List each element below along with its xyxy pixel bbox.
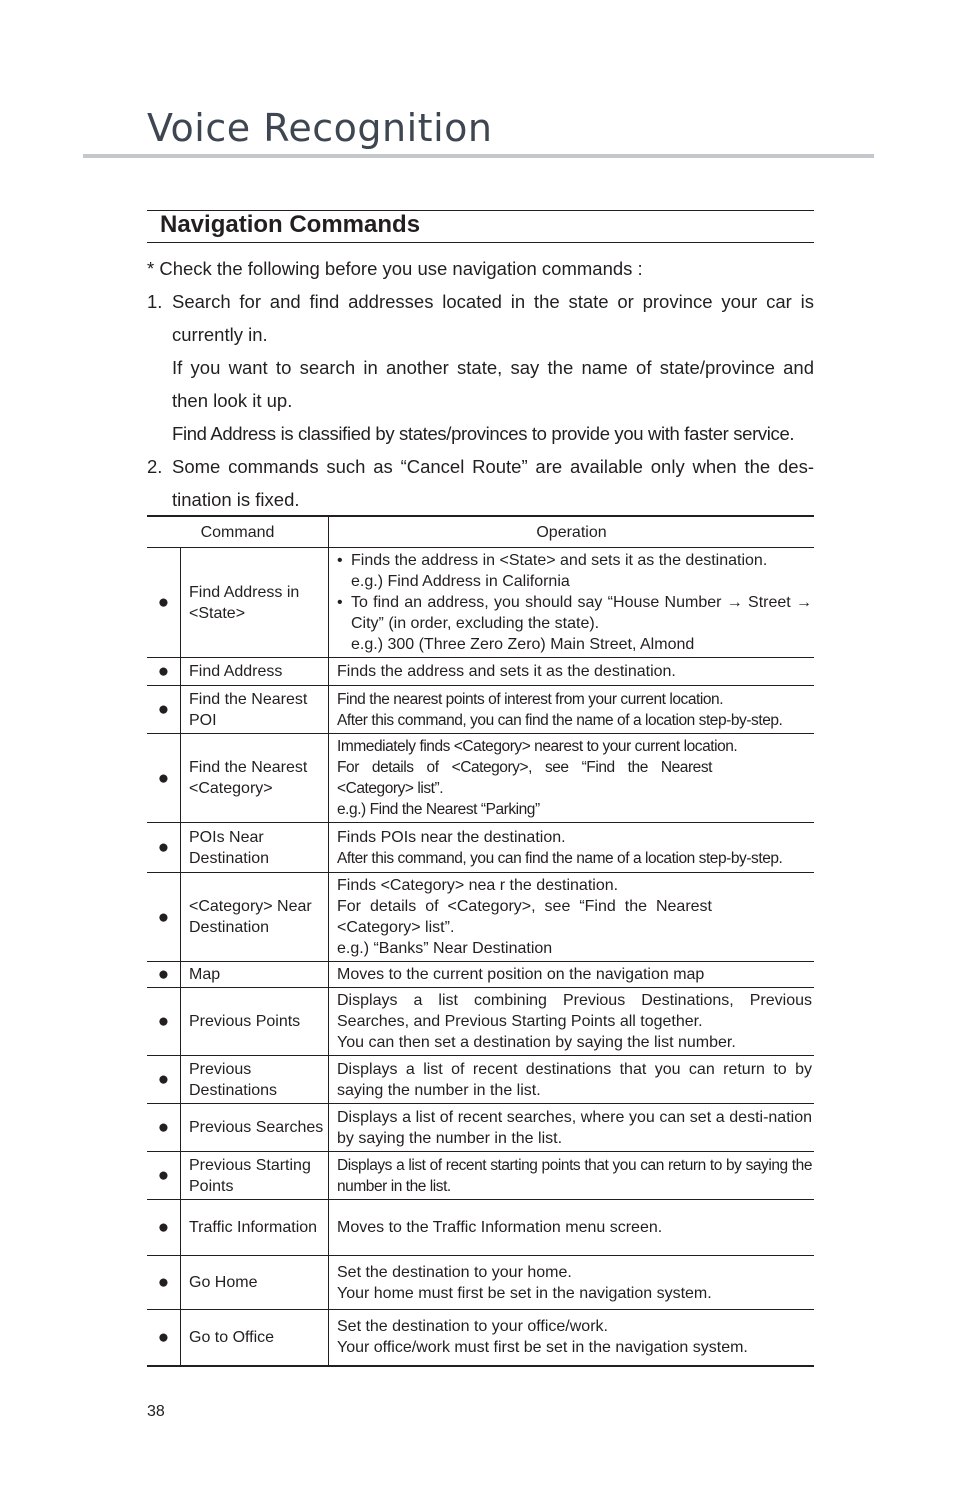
- command-cell: POIs Near Destination: [181, 823, 329, 873]
- operation-cell: [329, 734, 815, 823]
- header-command: Command: [147, 516, 329, 548]
- command-cell: Traffic Information: [181, 1200, 329, 1256]
- operation-text: Immediately finds <Category> nearest to your current location.: [337, 738, 738, 755]
- row-bullet-icon: ●: [147, 1310, 181, 1366]
- table-row: [147, 1310, 814, 1366]
- operation-text: Displays a list combining Previous Destinations, Previous Searches, and Previous Starting Points all together.: [337, 992, 812, 1030]
- intro-item-1-para3: Find Address is classified by states/provinces to provide you with faster service.: [172, 423, 795, 444]
- operation-example: e.g.) Find Address in California: [351, 573, 570, 590]
- command-cell: Previous Searches: [181, 1104, 329, 1152]
- table-row: [147, 988, 814, 1056]
- table-row: [147, 686, 814, 734]
- operation-text: Finds POIs near the destination.: [337, 828, 566, 846]
- chapter-divider: [83, 154, 874, 158]
- page-number: 38: [147, 1403, 165, 1420]
- intro-item-1-text: Search for and find addresses located in the state or province your car is currently in.: [172, 291, 814, 345]
- row-bullet-icon: ●: [147, 988, 181, 1056]
- operation-text: Find the nearest points of interest from your current location.: [337, 690, 724, 708]
- operation-example: e.g.) “Banks” Near Destination: [337, 940, 553, 957]
- operation-cell: Moves to the current position on the navigation map: [329, 962, 815, 988]
- command-cell: <Category> Near Destination: [181, 873, 329, 962]
- table-row: [147, 1104, 814, 1152]
- intro-notes: [147, 252, 814, 516]
- operation-cell: [329, 1256, 815, 1310]
- operation-cell: [329, 988, 815, 1056]
- row-bullet-icon: ●: [147, 686, 181, 734]
- command-cell: Find Address in <State>: [181, 548, 329, 658]
- operation-cell: Displays a list of recent destinations that you can return to by saying the number in the list.: [329, 1056, 815, 1104]
- table-row: [147, 1256, 814, 1310]
- operation-text: For details of <Category>, see “Find the Nearest <Category> list”.: [337, 759, 712, 797]
- intro-note: * Check the following before you use navigation commands :: [147, 258, 643, 279]
- chapter-title: Voice Recognition: [147, 106, 493, 150]
- operation-text: Displays a list of recent starting points that you can return to by saying the number in the list.: [337, 1156, 812, 1195]
- table-row: [147, 734, 814, 823]
- row-bullet-icon: ●: [147, 823, 181, 873]
- operation-text: Your office/work must first be set in the navigation system.: [337, 1339, 748, 1357]
- intro-item-1: [147, 285, 814, 351]
- row-bullet-icon: ●: [147, 548, 181, 658]
- operation-bullet-item: [337, 592, 812, 634]
- command-cell: Go Home: [181, 1256, 329, 1310]
- operation-cell: Moves to the Traffic Information menu screen.: [329, 1200, 815, 1256]
- row-bullet-icon: ●: [147, 962, 181, 988]
- table-row: [147, 1056, 814, 1104]
- operation-cell: Displays a list of recent searches, where you can set a desti-nation by saying the number in the list.: [329, 1104, 815, 1152]
- row-bullet-icon: ●: [147, 734, 181, 823]
- commands-table: [147, 515, 814, 1367]
- row-bullet-icon: ●: [147, 1200, 181, 1256]
- operation-example: e.g.) 300 (Three Zero Zero) Main Street, Almond: [351, 636, 695, 653]
- operation-text: Set the destination to your home.: [337, 1263, 572, 1281]
- command-cell: Find Address: [181, 658, 329, 686]
- intro-item-2: [147, 450, 814, 516]
- operation-cell: [329, 1310, 815, 1366]
- header-operation: Operation: [329, 516, 815, 548]
- operation-bullet-item: [337, 550, 812, 571]
- operation-cell: [329, 873, 815, 962]
- command-cell: Previous Destinations: [181, 1056, 329, 1104]
- row-bullet-icon: ●: [147, 658, 181, 686]
- operation-text: To find an address, you should say “House Number → Street → City” (in order, excluding the state).: [351, 594, 812, 632]
- intro-item-1-para2: If you want to search in another state, say the name of state/province and then look it up.: [172, 357, 814, 411]
- operation-cell: [329, 1152, 815, 1200]
- row-bullet-icon: ●: [147, 1256, 181, 1310]
- table-row: [147, 823, 814, 873]
- intro-item-1-number: 1.: [147, 291, 163, 312]
- table-row: [147, 873, 814, 962]
- operation-cell: [329, 548, 815, 658]
- command-cell: Find the Nearest POI: [181, 686, 329, 734]
- command-cell: Find the Nearest <Category>: [181, 734, 329, 823]
- operation-text: Finds <Category> nea r the destination.: [337, 877, 619, 894]
- table-row: [147, 658, 814, 686]
- command-cell: Previous Points: [181, 988, 329, 1056]
- operation-text: Your home must first be set in the navigation system.: [337, 1284, 712, 1302]
- command-cell: Previous Starting Points: [181, 1152, 329, 1200]
- table-row: [147, 1152, 814, 1200]
- command-cell: Map: [181, 962, 329, 988]
- table-row: [147, 962, 814, 988]
- operation-text: You can then set a destination by saying the list number.: [337, 1034, 736, 1051]
- operation-cell: [329, 686, 815, 734]
- row-bullet-icon: ●: [147, 1152, 181, 1200]
- operation-cell: Finds the address and sets it as the destination.: [329, 658, 815, 686]
- intro-item-2-number: 2.: [147, 456, 163, 477]
- operation-text: Finds the address in <State> and sets it as the destination.: [351, 552, 768, 569]
- operation-text: Set the destination to your office/work.: [337, 1318, 608, 1336]
- operation-cell: [329, 823, 815, 873]
- operation-text: After this command, you can find the name of a location step-by-step.: [337, 849, 783, 867]
- row-bullet-icon: ●: [147, 1104, 181, 1152]
- command-cell: Go to Office: [181, 1310, 329, 1366]
- sub-bullet-icon: •: [337, 552, 343, 569]
- sub-bullet-icon: •: [337, 594, 343, 611]
- section-bottom-rule: [147, 242, 814, 243]
- operation-text: For details of <Category>, see “Find the Nearest <Category> list”.: [337, 898, 712, 936]
- table-row: [147, 1200, 814, 1256]
- operation-text: After this command, you can find the name of a location step-by-step.: [337, 711, 783, 729]
- row-bullet-icon: ●: [147, 1056, 181, 1104]
- table-row: [147, 548, 814, 658]
- table-header-row: [147, 516, 814, 548]
- row-bullet-icon: ●: [147, 873, 181, 962]
- operation-example: e.g.) Find the Nearest “Parking”: [337, 801, 540, 818]
- section-title: Navigation Commands: [160, 211, 421, 238]
- intro-item-2-text: Some commands such as “Cancel Route” are available only when the des-tination is fixed.: [172, 456, 814, 510]
